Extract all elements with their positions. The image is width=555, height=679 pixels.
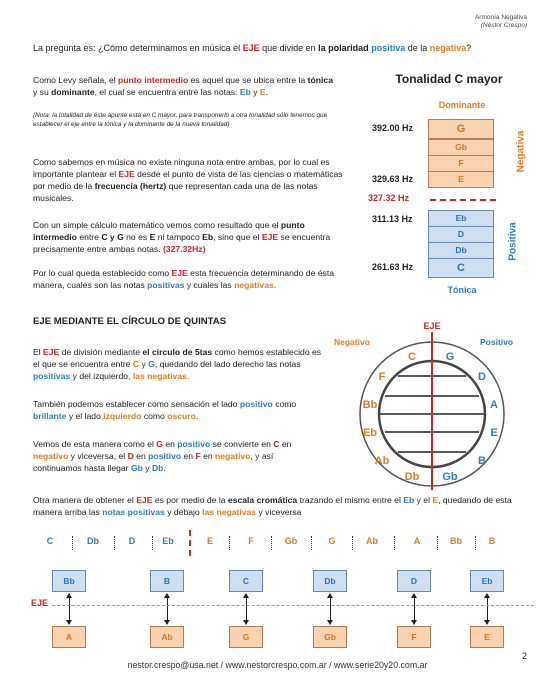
circle-note-B: B xyxy=(478,455,486,467)
box-D: D xyxy=(428,226,494,243)
pair-bottom-box: F xyxy=(397,626,431,648)
pair-bottom-box: G xyxy=(229,626,263,648)
box-G: G xyxy=(428,119,494,139)
hz-E: 329.63 Hz xyxy=(372,174,414,184)
label-negativa: Negativa xyxy=(515,130,527,173)
paragraph-punto-intermedio: Como Levy señala, el punto intermedio es aquel que se ubica entre la tónica y su dominante, el cual se encuentra entre las notas: Eb y E. xyxy=(33,75,333,97)
chromatic-note: Bb xyxy=(450,536,462,546)
pair-top-box: B xyxy=(150,570,184,592)
pair-bottom-box: Gb xyxy=(313,626,347,648)
circle-note-Eb: Eb xyxy=(362,427,378,439)
eje-dashed-line xyxy=(430,199,496,201)
box-E: E xyxy=(428,171,494,188)
chromatic-separator xyxy=(394,536,395,550)
chromatic-eje-marker xyxy=(189,530,191,556)
box-F: F xyxy=(428,155,494,172)
chromatic-separator xyxy=(229,536,230,550)
circle-note-A: A xyxy=(490,399,498,411)
chromatic-separator xyxy=(271,536,272,550)
hz-G: 392.00 Hz xyxy=(372,123,414,133)
box-C: C xyxy=(428,258,494,278)
pair-bottom-box: A xyxy=(52,626,86,648)
circle-of-fifths xyxy=(330,318,530,490)
circle-negativo-label: Negativo xyxy=(334,337,370,347)
double-arrow-icon xyxy=(167,594,168,624)
chromatic-note: Ab xyxy=(366,536,378,546)
pair-bottom-box: E xyxy=(470,626,504,648)
note-transposition: (Nota: la totalidad de éste apunte está en C mayor, para transponerlo a otra tonalidad sólo tenemos que establecer el eje entre la tónica y la dominante de la nueva tonalidad) xyxy=(33,112,328,128)
section-title-circulo: EJE MEDIANTE EL CÍRCULO DE QUINTAS xyxy=(33,316,227,327)
paragraph-sensacion: También podemos establecer como sensación el lado positivo como brillante y el lado izquierdo como oscuro. xyxy=(33,399,297,421)
pairs-eje-line xyxy=(52,605,534,606)
box-Eb: Eb xyxy=(428,210,494,227)
paragraph-conversion: Vemos de esta manera como el G en positivo se convierte en C en negativo y viceversa, el D en positivo en F en negativo, y así continuamos hasta llegar Gb y Db. xyxy=(33,439,292,473)
circle-note-Ab: Ab xyxy=(374,455,390,467)
document-header xyxy=(475,14,527,30)
label-positiva: Positiva xyxy=(507,222,519,261)
box-Gb: Gb xyxy=(428,139,494,156)
chromatic-separator xyxy=(72,536,73,550)
intro-question: La pregunta es: ¿Cómo determinamos en música el EJE que divide en la polaridad positiva de la negativa? xyxy=(33,43,472,53)
label-tonica: Tónica xyxy=(447,285,477,295)
circle-note-G: G xyxy=(445,351,455,363)
double-arrow-icon xyxy=(487,594,488,624)
pairs-eje-label: EJE xyxy=(31,598,49,608)
paragraph-calculo: Con un simple cálculo matemático vemos como resultado que el punto intermedio entre C y G no es E ni tampoco Eb, sino que el EJE se encuentra precisamente entre ambas notas. (327.32Hz) xyxy=(33,220,331,254)
chromatic-note: B xyxy=(488,536,496,546)
pair-top-box: Bb xyxy=(52,570,86,592)
circle-note-E: E xyxy=(490,427,498,439)
pair-top-box: D xyxy=(397,570,431,592)
hz-Eb: 311.13 Hz xyxy=(372,214,413,224)
box-Db: Db xyxy=(428,242,494,259)
circle-note-Gb: Gb xyxy=(442,471,458,483)
pair-top-box: Db xyxy=(313,570,347,592)
header-author: (Néstor Crespo) xyxy=(480,22,527,29)
circle-note-D: D xyxy=(478,371,486,383)
chromatic-note: C xyxy=(46,536,54,546)
chromatic-separator xyxy=(311,536,312,550)
chromatic-separator xyxy=(114,536,115,550)
double-arrow-icon xyxy=(69,594,70,624)
chromatic-note: F xyxy=(248,536,254,546)
label-dominante: Dominante xyxy=(438,100,486,110)
hz-eje: 327.32 Hz xyxy=(368,193,410,203)
footer-contact: nestor.crespo@usa.net / www.nestorcrespo.com.ar / www.serie20y20.com.ar xyxy=(127,660,428,670)
chromatic-note: G xyxy=(328,536,336,546)
tonalidad-title: Tonalidad C mayor xyxy=(395,72,503,86)
circle-eje-label: EJE xyxy=(423,321,441,331)
circle-positivo-label: Positivo xyxy=(480,337,514,347)
circle-note-Db: Db xyxy=(404,471,420,483)
paragraph-conclusion: Por lo cual queda establecido como EJE esta frecuencia determinando de ésta manera, cuales son las notas positivas y cuales las negativas. xyxy=(33,268,334,290)
chromatic-note: Gb xyxy=(284,536,298,546)
paragraph-frecuencia: Como sabemos en música no existe ninguna nota entre ambas, por lo cual es importante plantear el EJE desde el punto de vista de las ciencias o matemáticas por medio de la frecuencia (hertz) que representan cada una de las notas musicales. xyxy=(33,157,343,203)
chromatic-note: D xyxy=(128,536,136,546)
pair-top-box: C xyxy=(229,570,263,592)
chromatic-note: A xyxy=(413,536,421,546)
chromatic-note: Db xyxy=(87,536,99,546)
double-arrow-icon xyxy=(246,594,247,624)
chromatic-separator xyxy=(152,536,153,550)
hz-C: 261.63 Hz xyxy=(372,262,414,272)
paragraph-escala-cromatica: Otra manera de obtener el EJE es por medio de la escala cromática trazando el mismo entre el Eb y el E, quedando de esta manera arriba las notas positivas y debajo las negativas y viceversa xyxy=(33,495,512,517)
page-number: 2 xyxy=(522,651,528,661)
chromatic-separator xyxy=(352,536,353,550)
chromatic-separator xyxy=(475,536,476,550)
circle-note-Bb: Bb xyxy=(362,399,378,411)
circle-note-F: F xyxy=(378,371,386,383)
double-arrow-icon xyxy=(330,594,331,624)
pair-top-box: Eb xyxy=(470,570,504,592)
chromatic-note: E xyxy=(206,536,213,546)
chromatic-note: Eb xyxy=(162,536,174,546)
pair-bottom-box: Ab xyxy=(150,626,184,648)
paragraph-circulo: El EJE de división mediante el circulo de 5tas como hemos establecido es el que se encuentra entre C y G, quedando del lado derecho las notas positivas y del izquierdo, las negativas. xyxy=(33,347,322,381)
double-arrow-icon xyxy=(414,594,415,624)
circle-note-C: C xyxy=(408,351,416,363)
header-title: Armonía Negativa xyxy=(474,14,527,21)
chromatic-separator xyxy=(437,536,438,550)
